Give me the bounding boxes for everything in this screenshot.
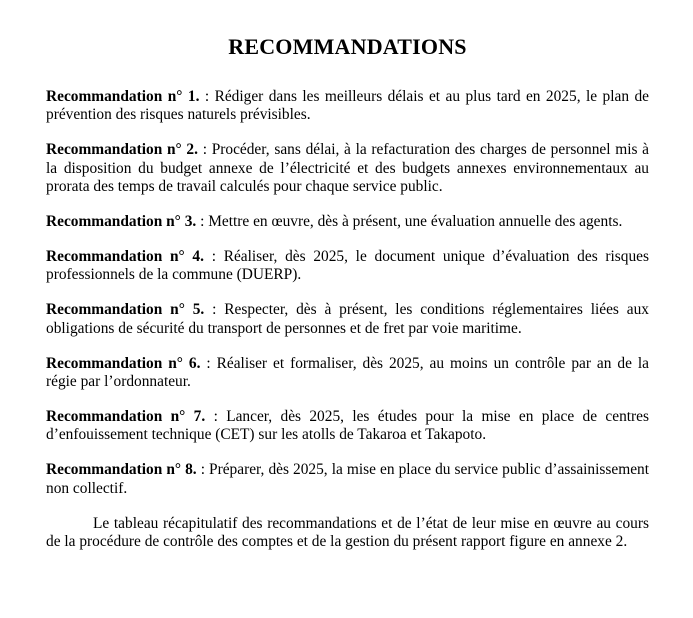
- recommendation-label: Recommandation n° 4.: [46, 247, 204, 265]
- recommendation-text: : Rédiger dans les meilleurs délais et au plus tard en 2025, le plan de prévention des risques naturels prévisibles.: [46, 88, 649, 124]
- recommendation-text: : Lancer, dès 2025, les études pour la mise en place de centres d’enfouissement technique (CET) sur les atolls de Takaroa et Takapoto.: [46, 407, 649, 444]
- recommendation-4: [46, 248, 649, 285]
- recommendation-text: : Réaliser et formaliser, dès 2025, au moins un contrôle par an de la régie par l’ordonnateur.: [46, 354, 649, 390]
- recommendation-text: : Procéder, sans délai, à la refacturation des charges de personnel mis à la disposition du budget annexe de l’électricité et des budgets annexes environnementaux au prorata des temps de travail calculés pour chaque service public.: [46, 141, 650, 196]
- recommendation-text: : Respecter, dès à présent, les conditions réglementaires liées aux obligations de sécurité du transport de personnes et de fret par voie maritime.: [46, 301, 650, 337]
- recommendation-text: : Préparer, dès 2025, la mise en place du service public d’assainissement non collectif.: [46, 461, 649, 497]
- recommendation-label: Recommandation n° 5.: [46, 301, 205, 319]
- recommendation-label: Recommandation n° 8.: [46, 461, 197, 479]
- recommendation-label: Recommandation n° 2.: [46, 141, 198, 159]
- closing-paragraph: Le tableau récapitulatif des recommandations et de l’état de leur mise en œuvre au cours de la procédure de contrôle des comptes et de la gestion du présent rapport figure en annexe 2.: [46, 514, 649, 550]
- recommendation-6: [46, 355, 649, 392]
- recommendation-1: [46, 88, 649, 125]
- recommendation-label: Recommandation n° 6.: [46, 354, 201, 372]
- recommendation-label: Recommandation n° 7.: [46, 407, 206, 425]
- recommendation-2: [46, 141, 649, 196]
- recommendation-3: [46, 213, 649, 231]
- recommendation-text: : Mettre en œuvre, dès à présent, une évaluation annuelle des agents.: [196, 213, 623, 231]
- recommendation-text: : Réaliser, dès 2025, le document unique d’évaluation des risques professionnels de la commune (DUERP).: [46, 247, 650, 284]
- recommendation-label: Recommandation n° 1.: [46, 88, 200, 105]
- recommendation-5: [46, 301, 649, 338]
- recommendation-8: [46, 461, 649, 498]
- recommendation-7: [46, 408, 649, 445]
- recommendation-label: Recommandation n° 3.: [46, 213, 197, 231]
- page-title: RECOMMANDATIONS: [228, 34, 467, 59]
